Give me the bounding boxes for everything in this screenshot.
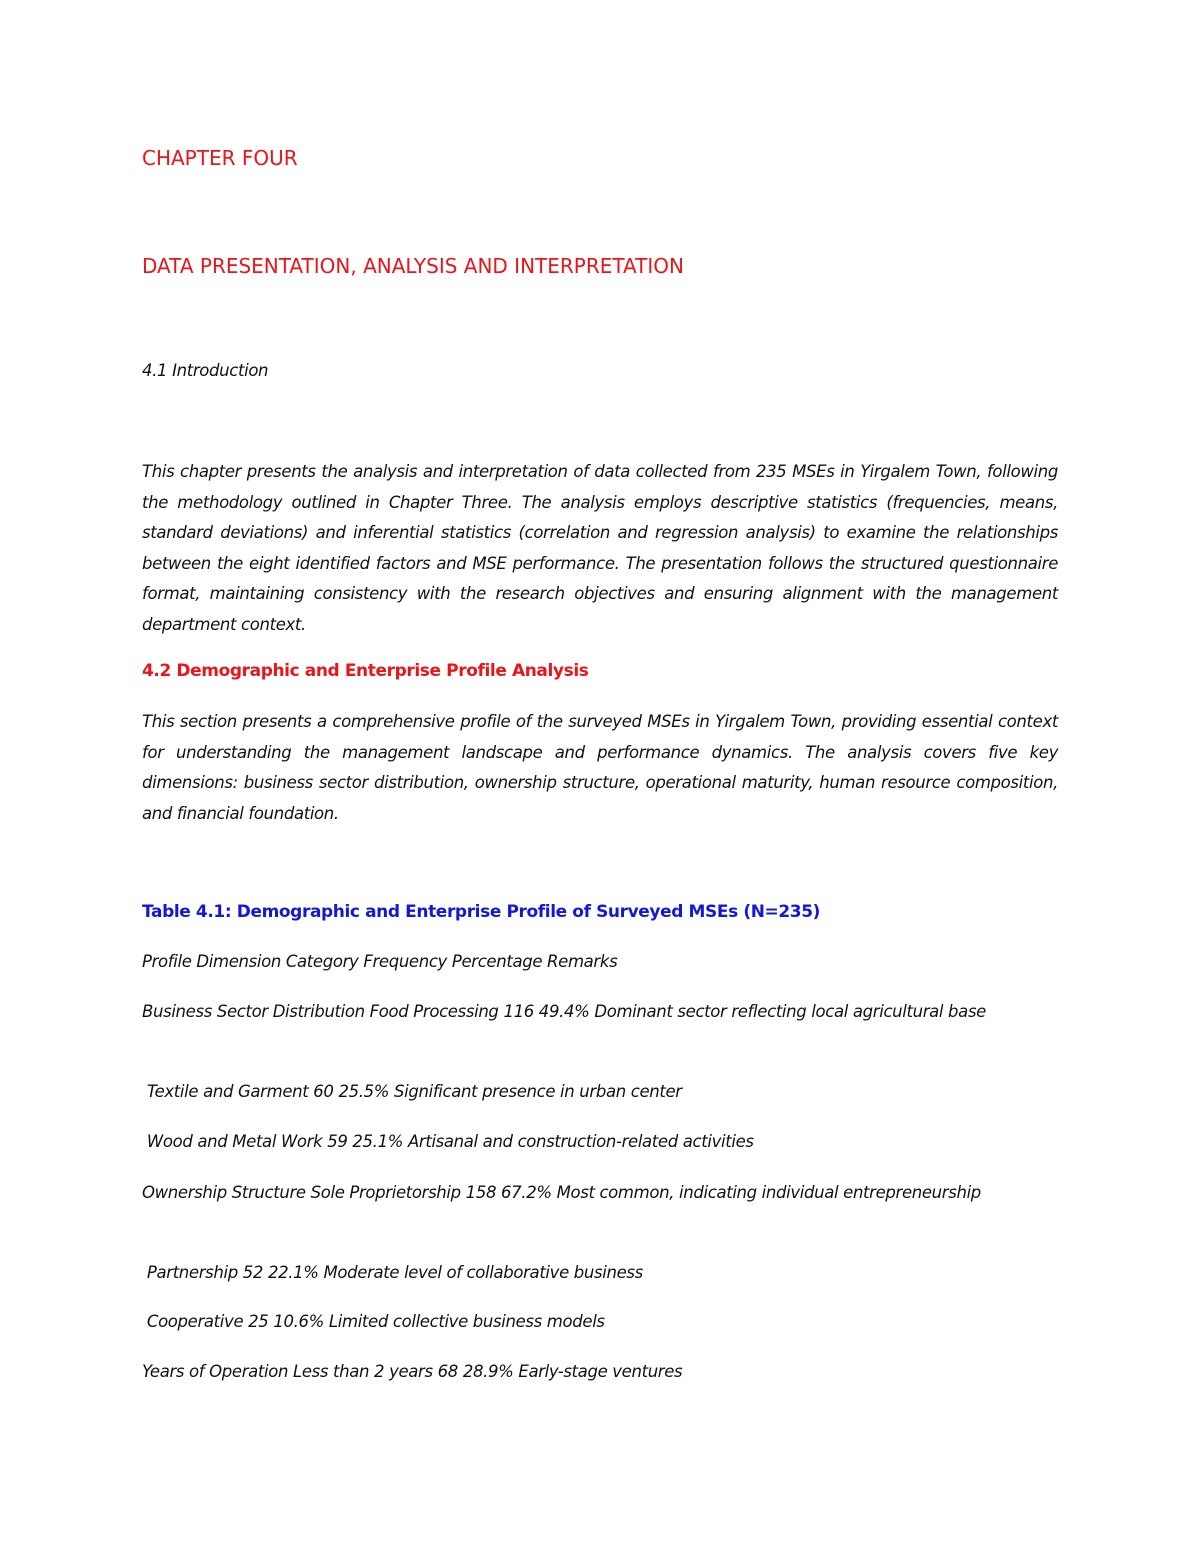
table-row: Partnership 52 22.1% Moderate level of collaborative business [142,1263,643,1282]
table-row: Wood and Metal Work 59 25.1% Artisanal and construction-related activities [142,1132,754,1151]
table-row: Business Sector Distribution Food Processing 116 49.4% Dominant sector reflecting local agricultural base [142,1002,986,1021]
table-row: Ownership Structure Sole Proprietorship 158 67.2% Most common, indicating individual entrepreneurship [142,1183,981,1202]
chapter-number-heading: CHAPTER FOUR [142,146,298,170]
profile-paragraph: This section presents a comprehensive profile of the surveyed MSEs in Yirgalem Town, providing essential context for understanding the management landscape and performance dynamics. The analysis covers five key dimensions: business sector distribution, ownership structure, operational maturity, human resource composition, and financial foundation. [142,712,1058,823]
intro-paragraph: This chapter presents the analysis and interpretation of data collected from 235 MSEs in Yirgalem Town, following the methodology outlined in Chapter Three. The analysis employs descriptive statistics (frequencies, means, standard deviations) and inferential statistics (correlation and regression analysis) to examine the relationships between the eight identified factors and MSE performance. The presentation follows the structured questionnaire format, maintaining consistency with the research objectives and ensuring alignment with the management department context. [142,462,1058,634]
table-row: Textile and Garment 60 25.5% Significant presence in urban center [142,1082,682,1101]
chapter-title-heading: DATA PRESENTATION, ANALYSIS AND INTERPRETATION [142,254,684,278]
table-row: Years of Operation Less than 2 years 68 28.9% Early-stage ventures [142,1362,683,1381]
section-4-1-heading: 4.1 Introduction [142,361,269,380]
table-caption: Table 4.1: Demographic and Enterprise Profile of Surveyed MSEs (N=235) [142,902,821,922]
table-header-line: Profile Dimension Category Frequency Percentage Remarks [142,952,618,971]
section-4-2-heading: 4.2 Demographic and Enterprise Profile Analysis [142,661,589,681]
table-row: Cooperative 25 10.6% Limited collective business models [142,1312,605,1331]
